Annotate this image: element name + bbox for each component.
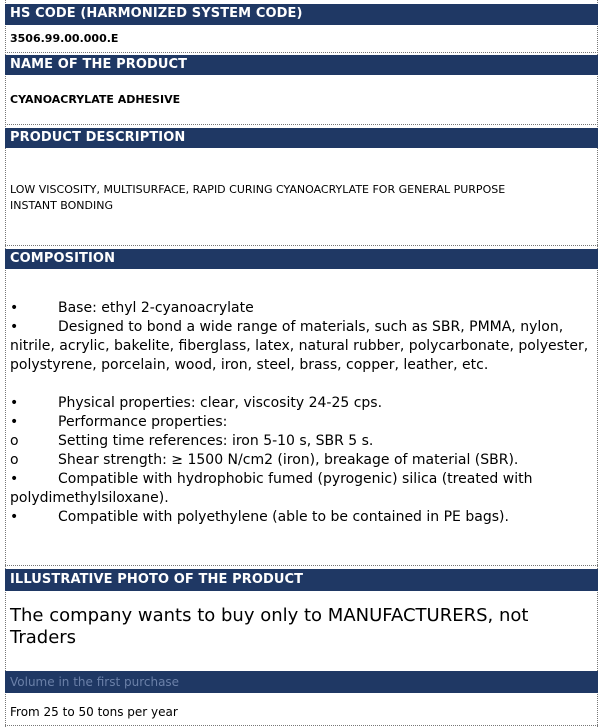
composition-header: COMPOSITION [5, 249, 598, 269]
hs-code-header: HS CODE (HARMONIZED SYSTEM CODE) [5, 4, 598, 25]
description-line-2: INSTANT BONDING [10, 199, 113, 212]
photo-header: ILLUSTRATIVE PHOTO OF THE PRODUCT [5, 569, 598, 591]
volume-value: From 25 to 50 tons per year [10, 705, 178, 719]
list-item: • Physical properties: clear, viscosity 24-25 cps. [10, 395, 383, 411]
volume-label: Volume in the first purchase [5, 671, 598, 693]
product-name-value: CYANOACRYLATE ADHESIVE [10, 93, 181, 106]
sub-bullet-marker: o [10, 452, 19, 468]
bullet-marker: • [10, 300, 19, 316]
list-item-continuation: nitrile, acrylic, bakelite, fiberglass, latex, natural rubber, polycarbonate, polyester, [10, 338, 589, 354]
composition-list [10, 299, 590, 527]
bullet-marker: • [10, 319, 19, 335]
description-line-1: LOW VISCOSITY, MULTISURFACE, RAPID CURING CYANOACRYLATE FOR GENERAL PURPOSE [10, 183, 506, 196]
buyer-note: The company wants to buy only to MANUFACTURERS, not Traders [10, 605, 529, 648]
bullet-marker: • [10, 395, 19, 411]
divider [5, 245, 598, 246]
list-item: o Shear strength: ≥ 1500 N/cm2 (iron), breakage of material (SBR). [10, 452, 519, 468]
list-item: o Setting time references: iron 5-10 s, SBR 5 s. [10, 433, 374, 449]
bullet-marker: • [10, 471, 19, 487]
product-description-header: PRODUCT DESCRIPTION [5, 128, 598, 148]
list-item-continuation: polydimethylsiloxane). [10, 490, 169, 506]
divider [5, 124, 598, 125]
divider [5, 565, 598, 566]
list-item-continuation: polystyrene, porcelain, wood, iron, steel, brass, copper, leather, etc. [10, 357, 489, 373]
bullet-marker: • [10, 509, 19, 525]
sub-bullet-marker: o [10, 433, 19, 449]
list-item: • Compatible with polyethylene (able to be contained in PE bags). [10, 509, 509, 525]
hs-code-value: 3506.99.00.000.E [10, 32, 119, 45]
list-item: • Compatible with hydrophobic fumed (pyrogenic) silica (treated with [10, 471, 533, 487]
product-name-header: NAME OF THE PRODUCT [5, 55, 598, 75]
list-item: • Performance properties: [10, 414, 228, 430]
list-item: • Designed to bond a wide range of materials, such as SBR, PMMA, nylon, [10, 319, 564, 335]
divider [5, 52, 598, 53]
bullet-marker: • [10, 414, 19, 430]
divider [5, 725, 598, 726]
list-item: • Base: ethyl 2-cyanoacrylate [10, 300, 254, 316]
